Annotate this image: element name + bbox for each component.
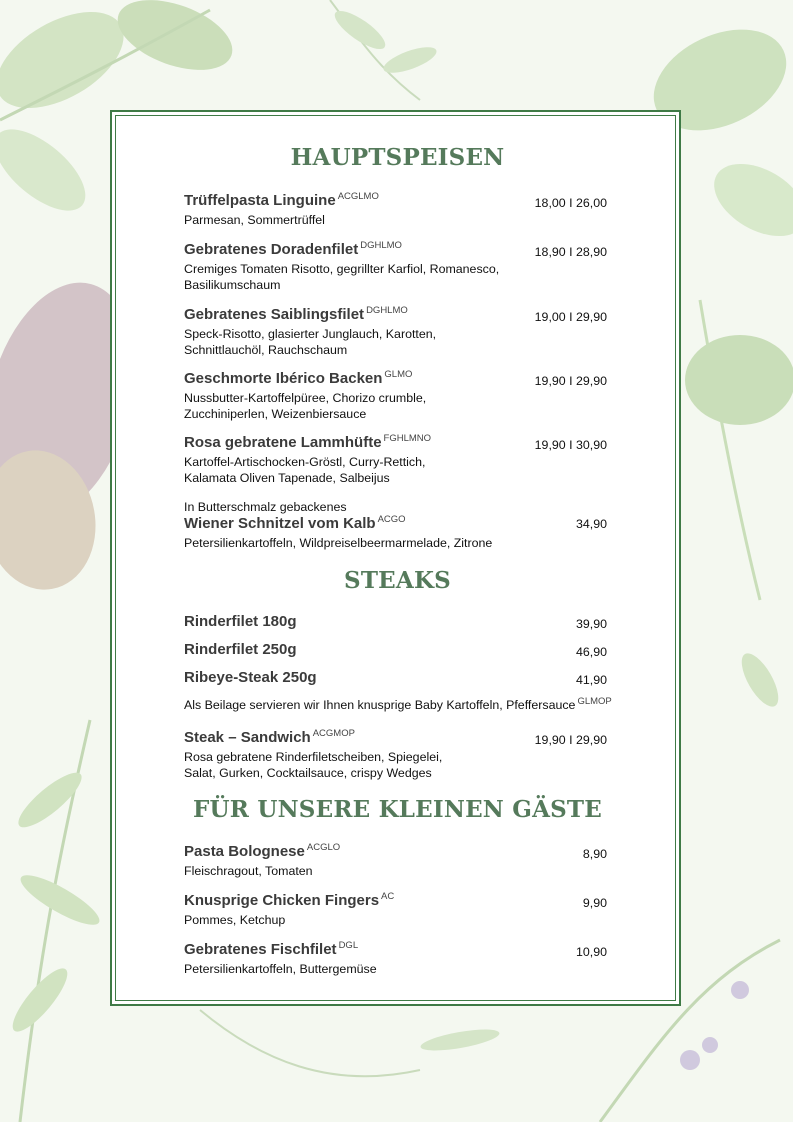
allergen-codes: GLMO <box>384 369 413 380</box>
dish-name: Rosa gebratene Lammhüfte $^{FGHLMNO}$ <box>184 433 432 451</box>
dish-description: Basilikumschaum <box>184 278 281 292</box>
dish-name: Pasta Bolognese $^{ACGLO}$ <box>184 842 341 860</box>
dish-description: Parmesan, Sommertrüffel <box>184 213 325 227</box>
allergen-codes: GLMOP <box>577 696 612 707</box>
dish-name: Steak – Sandwich $^{ACGMOP}$ <box>184 728 355 746</box>
section-title-steaks: STEAKS <box>344 567 451 594</box>
dish-name: Rinderfilet 180g <box>184 613 297 630</box>
allergen-codes: ACGLMO <box>337 191 379 202</box>
dish-name: Geschmorte Ibérico Backen $^{GLMO}$ <box>184 369 413 387</box>
allergen-codes: ACGMOP <box>312 728 355 739</box>
allergen-codes: DGL <box>338 940 359 951</box>
allergen-codes: DGHLMO <box>366 305 408 316</box>
dish-description: Kalamata Oliven Tapenade, Salbeijus <box>184 471 390 485</box>
side-dish-note: Als Beilage servieren wir Ihnen knusprige Baby Kartoffeln, Pfeffersauce $^{GLMOP}$ <box>184 696 612 712</box>
allergen-codes: ACGO <box>377 514 406 525</box>
dish-price: 19,90 I 29,90 <box>534 733 607 747</box>
dish-price: 18,90 I 28,90 <box>534 245 607 259</box>
allergen-codes: FGHLMNO <box>383 433 432 444</box>
dish-price: 9,90 <box>582 896 607 910</box>
dish-name: Knusprige Chicken Fingers $^{AC}$ <box>184 891 395 909</box>
section-title-kids: FÜR UNSERE KLEINEN GÄSTE <box>193 796 602 823</box>
dish-name: Wiener Schnitzel vom Kalb $^{ACGO}$ <box>184 514 406 532</box>
dish-description: Petersilienkartoffeln, Buttergemüse <box>184 962 377 976</box>
dish-price: 19,00 I 29,90 <box>534 310 607 324</box>
dish-name: Rinderfilet 250g <box>184 641 297 658</box>
dish-price: 19,90 I 30,90 <box>534 438 607 452</box>
dish-name: Gebratenes Doradenfilet $^{DGHLMO}$ <box>184 240 402 258</box>
dish-prefix: In Butterschmalz gebackenes <box>184 500 347 514</box>
dish-description: Rosa gebratene Rinderfiletscheiben, Spiegelei, <box>184 750 443 764</box>
dish-price: 8,90 <box>582 847 607 861</box>
dish-price: 46,90 <box>575 645 607 659</box>
menu-item <box>184 843 612 879</box>
dish-description: Fleischragout, Tomaten <box>184 864 313 878</box>
menu-item <box>184 613 612 631</box>
allergen-codes: ACGLO <box>306 842 341 853</box>
dish-description: Schnittlauchöl, Rauchschaum <box>184 343 348 357</box>
dish-description: Nussbutter-Kartoffelpüree, Chorizo crumble, <box>184 391 427 405</box>
dish-description: Kartoffel-Artischocken-Gröstl, Curry-Rettich, <box>184 455 426 469</box>
dish-description: Speck-Risotto, glasierter Junglauch, Karotten, <box>184 327 437 341</box>
menu-item <box>184 641 612 659</box>
dish-price: 34,90 <box>575 517 607 531</box>
dish-name: Ribeye-Steak 250g <box>184 669 317 686</box>
dish-price: 18,00 I 26,00 <box>534 196 607 210</box>
dish-name: Trüffelpasta Linguine $^{ACGLMO}$ <box>184 191 379 209</box>
menu-item <box>184 941 612 977</box>
dish-price: 41,90 <box>575 673 607 687</box>
dish-description: Cremiges Tomaten Risotto, gegrillter Karfiol, Romanesco, <box>184 262 500 276</box>
menu-item <box>184 499 612 551</box>
dish-description: Petersilienkartoffeln, Wildpreiselbeermarmelade, Zitrone <box>184 536 493 550</box>
menu-item <box>184 669 612 687</box>
dish-description: Zucchiniperlen, Weizenbiersauce <box>184 407 367 421</box>
dish-price: 19,90 I 29,90 <box>534 374 607 388</box>
allergen-codes: AC <box>381 891 395 902</box>
dish-name: Gebratenes Saiblingsfilet $^{DGHLMO}$ <box>184 305 408 323</box>
dish-description: Salat, Gurken, Cocktailsauce, crispy Wedges <box>184 766 432 780</box>
section-title-hauptspeisen: HAUPTSPEISEN <box>290 144 505 171</box>
dish-description: Pommes, Ketchup <box>184 913 286 927</box>
menu-item <box>184 892 612 928</box>
menu-card <box>110 110 681 1006</box>
allergen-codes: DGHLMO <box>360 240 402 251</box>
dish-price: 10,90 <box>575 945 607 959</box>
dish-price: 39,90 <box>575 617 607 631</box>
dish-name: Gebratenes Fischfilet $^{DGL}$ <box>184 940 359 958</box>
